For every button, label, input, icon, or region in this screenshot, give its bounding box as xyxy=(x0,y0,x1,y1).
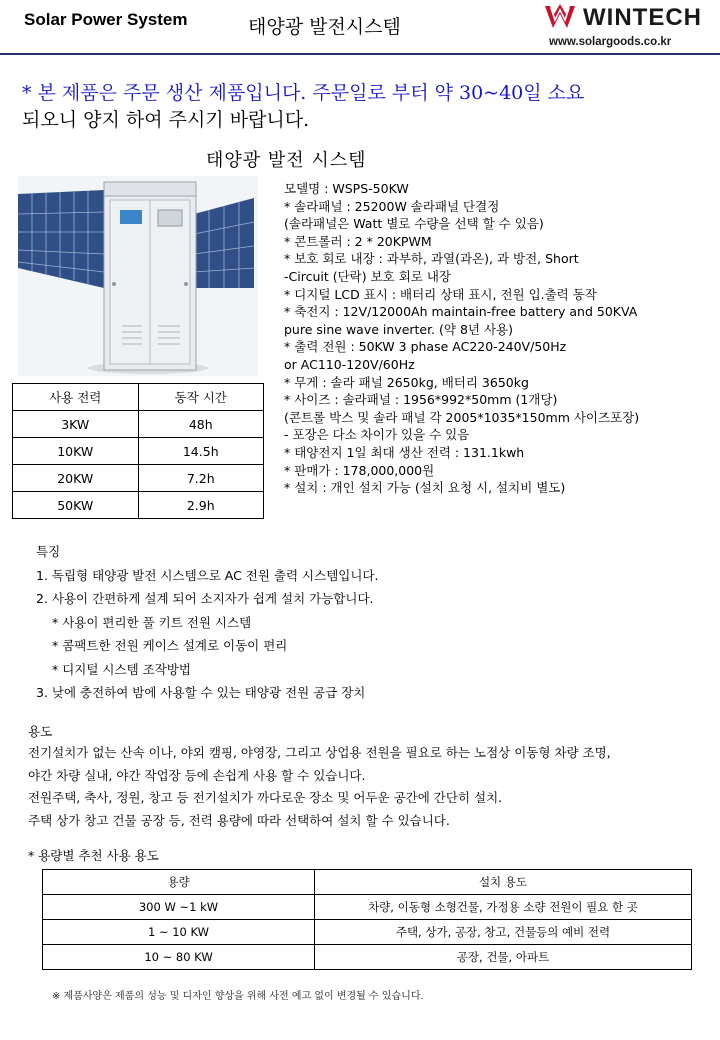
header-left-title: Solar Power System xyxy=(24,10,188,29)
spec-line: -Circuit (단락) 보호 회로 내장 xyxy=(284,268,451,284)
order-notice xyxy=(22,80,584,134)
spec-line: * 판매가 : 178,000,000원 xyxy=(284,462,435,478)
table-header-row xyxy=(13,384,264,411)
usage-line: 전기설치가 없는 산속 이나, 야외 캠핑, 야영장, 그리고 상업용 전원을 필요로 하는 노점상 이동형 차량 조명, xyxy=(28,745,611,760)
table-row xyxy=(13,438,264,465)
wintech-logo xyxy=(543,4,713,54)
table-cell: 50KW xyxy=(13,492,139,519)
spec-line: * 보호 회로 내장 : 과부하, 과열(과온), 과 방전, Short xyxy=(284,251,579,267)
table-cell: 300 W ~1 kW xyxy=(43,895,315,920)
product-photo xyxy=(18,176,258,376)
spec-line: 모델명 : WSPS-50KW xyxy=(284,181,409,196)
feature-subitem: * 디지털 시스템 조작방법 xyxy=(52,661,191,677)
feature-subitem: * 콤팩트한 전원 케이스 설계로 이동이 편리 xyxy=(52,638,288,653)
recommend-title: * 용량별 추천 사용 용도 xyxy=(28,848,159,863)
table-cell: 7.2h xyxy=(138,465,264,492)
table-header-row xyxy=(43,870,692,895)
spec-line: - 포장은 다소 차이가 있을 수 있음 xyxy=(284,427,470,443)
power-cabinet xyxy=(104,182,196,370)
header-center-title: 태양광 발전시스템 xyxy=(248,16,401,38)
spec-line: * 태양전지 1일 최대 생산 전력 : 131.1kwh xyxy=(284,444,525,460)
column-header: 동작 시간 xyxy=(138,384,264,411)
spec-line: * 콘트롤러 : 2 * 20KPWM xyxy=(284,233,432,249)
notice-line-2: 되오니 양지 하여 주시기 바랍니다. xyxy=(22,109,310,131)
spec-line: * 사이즈 : 솔라패널 : 1956*992*50mm (1개당) xyxy=(284,392,558,408)
table-row xyxy=(13,465,264,492)
logo-wordmark: WINTECH xyxy=(583,4,702,31)
feature-item: 3. 낮에 충전하여 밤에 사용할 수 있는 태양광 전원 공급 장치 xyxy=(36,685,366,700)
column-header: 사용 전력 xyxy=(13,384,139,411)
table-cell: 3KW xyxy=(13,411,139,438)
spec-line: or AC110-120V/60Hz xyxy=(284,356,415,372)
power-runtime-table xyxy=(12,383,264,519)
features-section xyxy=(36,540,378,705)
table-cell: 2.9h xyxy=(138,492,264,519)
table-cell: 10KW xyxy=(13,438,139,465)
usage-section xyxy=(28,742,611,832)
usage-line: 주택 상가 창고 건물 공장 등, 전력 용량에 따라 선택하여 설치 할 수 있습니다. xyxy=(28,812,450,828)
spec-line: * 무게 : 솔라 패널 2650kg, 배터리 3650kg xyxy=(284,374,529,390)
product-title: 태양광 발전 시스템 xyxy=(206,150,367,171)
spec-line: * 출력 전원 : 50KW 3 phase AC220-240V/50Hz xyxy=(284,339,567,355)
notice-line-1: * 본 제품은 주문 생산 제품입니다. 주문일로 부터 약 30~40일 소요 xyxy=(22,82,585,104)
usage-line: 야간 차량 실내, 야간 작업장 등에 손쉽게 사용 할 수 있습니다. xyxy=(28,767,366,783)
spec-line: * 축전지 : 12V/12000Ah maintain-free battery and 50KVA xyxy=(284,304,638,320)
features-title: 특징 xyxy=(36,544,61,559)
usage-title: 용도 xyxy=(28,724,53,739)
spec-line: (콘트롤 박스 및 솔라 패널 각 2005*1035*150mm 사이즈포장) xyxy=(284,409,640,425)
table-cell: 차량, 이동형 소형건물, 가정용 소량 전원이 필요 한 곳 xyxy=(315,895,692,920)
table-cell: 주택, 상가, 공장, 창고, 건물등의 예비 전력 xyxy=(315,920,692,945)
table-cell: 공장, 건물, 아파트 xyxy=(315,945,692,970)
table-cell: 48h xyxy=(138,411,264,438)
header-divider xyxy=(0,53,720,55)
spec-line: * 디지털 LCD 표시 : 배터리 상태 표시, 전원 입.출력 동작 xyxy=(284,286,597,302)
usage-line: 전원주택, 축사, 정원, 창고 등 전기설치가 까다로운 장소 및 어두운 공간에 간단히 설치. xyxy=(28,790,503,805)
table-cell: 14.5h xyxy=(138,438,264,465)
logo-url[interactable]: www.solargoods.co.kr xyxy=(549,36,672,48)
table-row xyxy=(13,492,264,519)
table-row xyxy=(43,920,692,945)
capacity-recommend-table xyxy=(42,869,692,970)
feature-item: 1. 독립형 태양광 발전 시스템으로 AC 전원 출력 시스템입니다. xyxy=(36,567,379,583)
spec-line: * 솔라패널 : 25200W 솔라패널 단결정 xyxy=(284,198,500,214)
feature-item: 2. 사용이 간편하게 설계 되어 소지자가 쉽게 설치 가능합니다. xyxy=(36,591,374,606)
footnote: ※ 제품사양은 제품의 성능 및 디자인 향상을 위해 사전 예고 없이 변경될 수 있습니다. xyxy=(52,991,424,1002)
table-row xyxy=(43,945,692,970)
wintech-logo-mark-icon xyxy=(543,4,577,30)
spec-line: (솔라패널은 Watt 별로 수량을 선택 할 수 있음) xyxy=(284,216,544,232)
table-cell: 20KW xyxy=(13,465,139,492)
table-cell: 1 ~ 10 KW xyxy=(43,920,315,945)
column-header: 설치 용도 xyxy=(315,870,692,895)
table-cell: 10 ~ 80 KW xyxy=(43,945,315,970)
spec-line: * 설치 : 개인 설치 가능 (설치 요청 시, 설치비 별도) xyxy=(284,480,566,496)
feature-subitem: * 사용이 편리한 풀 키트 전원 시스템 xyxy=(52,614,252,630)
table-row xyxy=(13,411,264,438)
spec-list xyxy=(284,180,714,497)
spec-line: pure sine wave inverter. (약 8년 사용) xyxy=(284,321,514,337)
column-header: 용량 xyxy=(43,870,315,895)
table-row xyxy=(43,895,692,920)
